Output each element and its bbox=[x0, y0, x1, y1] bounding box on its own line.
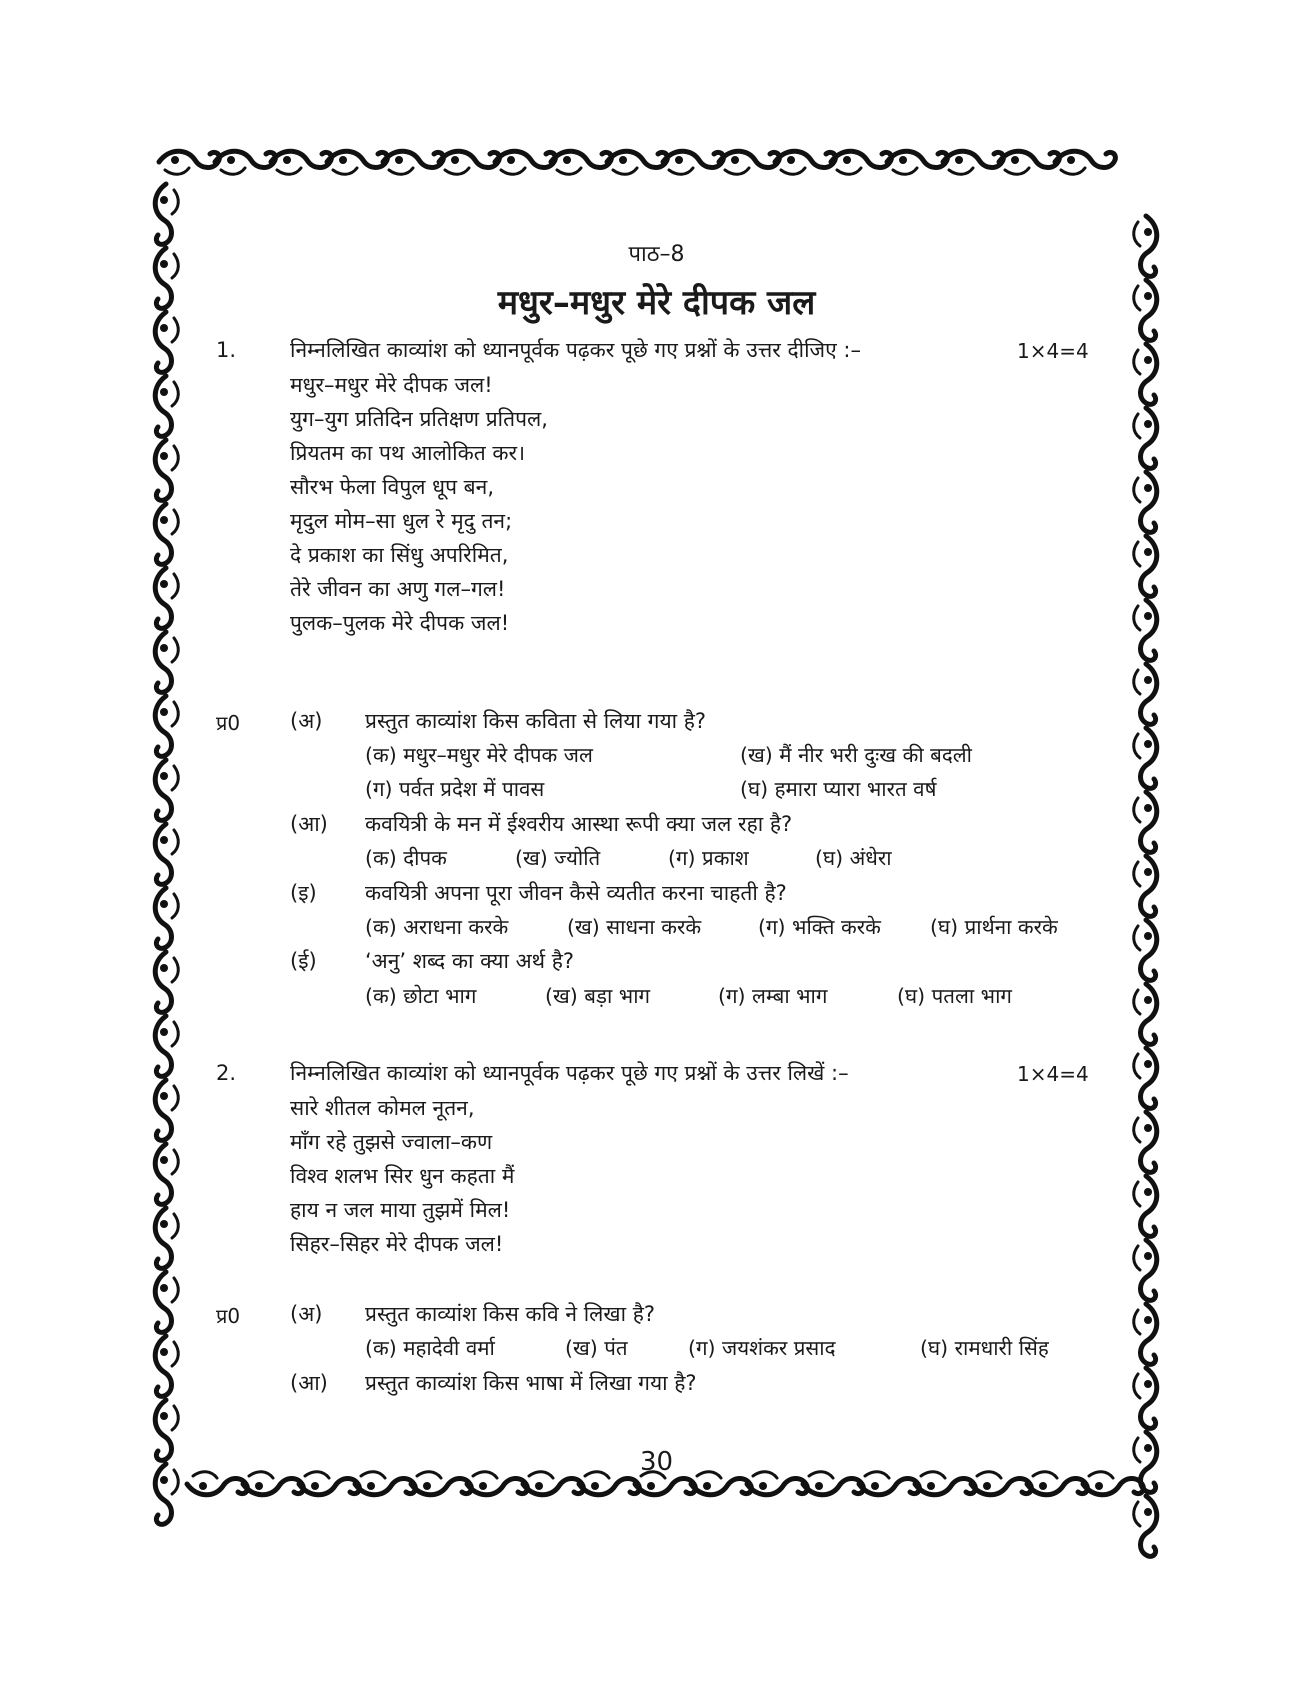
option: (ग) भक्ति करके bbox=[758, 915, 881, 939]
border-ornament bbox=[607, 151, 667, 174]
page-title: मधुर–मधुर मेरे दीपक जल bbox=[497, 283, 816, 323]
border-ornament bbox=[327, 151, 387, 174]
subquestion-label: (अ) bbox=[290, 1302, 323, 1326]
border-ornament bbox=[155, 504, 178, 564]
border-ornament bbox=[155, 888, 178, 948]
border-ornament bbox=[1134, 1176, 1157, 1236]
verse-line: दे प्रकाश का सिंधु अपरिमित, bbox=[290, 543, 509, 567]
border-ornament bbox=[1134, 792, 1157, 852]
border-ornament bbox=[831, 151, 891, 174]
subquestion-label: (इ) bbox=[290, 881, 317, 905]
border-ornament bbox=[719, 151, 779, 174]
option: (ख) पंत bbox=[565, 1336, 628, 1360]
option: (क) महादेवी वर्मा bbox=[365, 1336, 495, 1360]
verse-line: मृदुल मोम–सा धुल रे मृदु तन; bbox=[290, 509, 513, 533]
question-number-1: 1. bbox=[216, 338, 237, 362]
border-ornament bbox=[155, 1016, 178, 1076]
page-number: 30 bbox=[639, 1447, 674, 1477]
question-2-instruction: निम्नलिखित काव्यांश को ध्यानपूर्वक पढ़कर पूछे गए प्रश्नों के उत्तर लिखें :– bbox=[290, 1061, 849, 1085]
subquestion-text: कवयित्री अपना पूरा जीवन कैसे व्यतीत करना चाहती है? bbox=[365, 881, 787, 905]
question-prefix: प्र0 bbox=[216, 711, 241, 735]
question-number-2: 2. bbox=[216, 1061, 237, 1085]
option: (ख) ज्योति bbox=[515, 846, 601, 870]
option: (ग) जयशंकर प्रसाद bbox=[688, 1336, 836, 1360]
question-1-marks: 1×4=4 bbox=[1017, 339, 1089, 363]
border-ornament bbox=[155, 1336, 178, 1396]
border-ornament bbox=[551, 151, 611, 174]
border-ornament bbox=[155, 824, 178, 884]
subquestion-label: (अ) bbox=[290, 709, 323, 733]
border-ornament bbox=[999, 151, 1059, 174]
subquestion-text: प्रस्तुत काव्यांश किस कवि ने लिखा है? bbox=[365, 1302, 656, 1326]
option: (ख) बड़ा भाग bbox=[545, 984, 651, 1008]
question-prefix: प्र0 bbox=[216, 1304, 241, 1328]
border-ornament bbox=[155, 1080, 178, 1140]
border-ornament bbox=[155, 376, 178, 436]
verse-line: पुलक–पुलक मेरे दीपक जल! bbox=[290, 611, 510, 635]
verse-line: प्रियतम का पथ आलोकित कर। bbox=[290, 441, 526, 465]
option: (क) दीपक bbox=[365, 846, 447, 870]
option: (क) मधुर–मधुर मेरे दीपक जल bbox=[365, 743, 593, 767]
subquestion-text: प्रस्तुत काव्यांश किस भाषा में लिखा गया है? bbox=[365, 1371, 697, 1395]
border-ornament bbox=[495, 151, 555, 174]
border-ornament bbox=[1055, 151, 1115, 174]
option: (क) अराधना करके bbox=[365, 915, 509, 939]
subquestion-text: प्रस्तुत काव्यांश किस कविता से लिया गया है? bbox=[365, 709, 707, 733]
border-ornament bbox=[1134, 1048, 1157, 1108]
border-ornament bbox=[383, 151, 443, 174]
border-ornament bbox=[1134, 984, 1157, 1044]
option: (ख) साधना करके bbox=[567, 915, 702, 939]
border-ornament bbox=[1134, 728, 1157, 788]
border-ornament bbox=[155, 184, 178, 244]
option: (ग) पर्वत प्रदेश में पावस bbox=[365, 777, 545, 801]
verse-line: युग–युग प्रतिदिन प्रतिक्षण प्रतिपल, bbox=[290, 407, 548, 431]
border-ornament bbox=[155, 1144, 178, 1204]
border-ornament bbox=[1134, 1112, 1157, 1172]
option: (क) छोटा भाग bbox=[365, 984, 477, 1008]
border-ornament bbox=[1134, 408, 1157, 468]
border-ornament bbox=[155, 568, 178, 628]
border-ornament bbox=[155, 952, 178, 1012]
verse-line: माँग रहे तुझसे ज्वाला–कण bbox=[290, 1130, 493, 1154]
border-ornament bbox=[155, 696, 178, 756]
question-2-marks: 1×4=4 bbox=[1017, 1062, 1089, 1086]
border-ornament bbox=[775, 151, 835, 174]
question-2-verse bbox=[290, 1091, 514, 1261]
border-ornament bbox=[271, 151, 331, 174]
border-ornament bbox=[155, 1272, 178, 1332]
border-ornament bbox=[663, 151, 723, 174]
question-1-verse bbox=[290, 368, 548, 640]
border-ornament bbox=[155, 760, 178, 820]
border-ornament bbox=[159, 151, 219, 174]
option: (घ) प्रार्थना करके bbox=[930, 915, 1058, 939]
verse-line: सौरभ फेला विपुल धूप बन, bbox=[290, 475, 495, 499]
border-ornament bbox=[1134, 664, 1157, 724]
border-ornament bbox=[887, 151, 947, 174]
option: (घ) रामधारी सिंह bbox=[920, 1336, 1049, 1360]
border-ornament bbox=[1134, 1304, 1157, 1364]
border-ornament bbox=[1134, 344, 1157, 404]
border-ornament bbox=[155, 632, 178, 692]
lesson-label: पाठ–8 bbox=[628, 242, 685, 267]
border-ornament bbox=[155, 1208, 178, 1268]
border-ornament bbox=[155, 440, 178, 500]
option: (ख) मैं नीर भरी दुःख की बदली bbox=[740, 743, 972, 767]
border-ornament bbox=[215, 151, 275, 174]
border-ornament bbox=[1134, 856, 1157, 916]
verse-line: विश्व शलभ सिर धुन कहता मैं bbox=[290, 1164, 515, 1188]
verse-line: मधुर–मधुर मेरे दीपक जल! bbox=[290, 373, 493, 397]
option: (ग) लम्बा भाग bbox=[718, 984, 828, 1008]
option: (ग) प्रकाश bbox=[668, 846, 749, 870]
border-ornament bbox=[1134, 472, 1157, 532]
option: (घ) अंधेरा bbox=[815, 846, 892, 870]
subquestion-text: ‘अनु’ शब्द का क्या अर्थ है? bbox=[365, 949, 575, 973]
option: (घ) हमारा प्यारा भारत वर्ष bbox=[740, 777, 937, 801]
border-ornament bbox=[943, 151, 1003, 174]
question-1-instruction: निम्नलिखित काव्यांश को ध्यानपूर्वक पढ़कर पूछे गए प्रश्नों के उत्तर दीजिए :– bbox=[290, 338, 861, 362]
subquestion-text: कवयित्री के मन में ईश्वरीय आस्था रूपी क्या जल रहा है? bbox=[365, 812, 793, 836]
subquestion-label: (ई) bbox=[290, 949, 317, 973]
subquestion-label: (आ) bbox=[290, 1371, 328, 1395]
verse-line: हाय न जल माया तुझमें मिल! bbox=[290, 1198, 511, 1222]
border-ornament bbox=[439, 151, 499, 174]
subquestion-label: (आ) bbox=[290, 812, 328, 836]
border-ornament bbox=[1134, 536, 1157, 596]
border-ornament bbox=[1134, 600, 1157, 660]
option: (घ) पतला भाग bbox=[897, 984, 1012, 1008]
verse-line: तेरे जीवन का अणु गल–गल! bbox=[290, 577, 506, 601]
border-ornament bbox=[1134, 1368, 1157, 1428]
verse-line: सारे शीतल कोमल नूतन, bbox=[290, 1096, 475, 1120]
border-ornament bbox=[1134, 1240, 1157, 1300]
verse-line: सिहर–सिहर मेरे दीपक जल! bbox=[290, 1232, 504, 1256]
border-ornament bbox=[1134, 920, 1157, 980]
border-ornament bbox=[1134, 1496, 1157, 1556]
